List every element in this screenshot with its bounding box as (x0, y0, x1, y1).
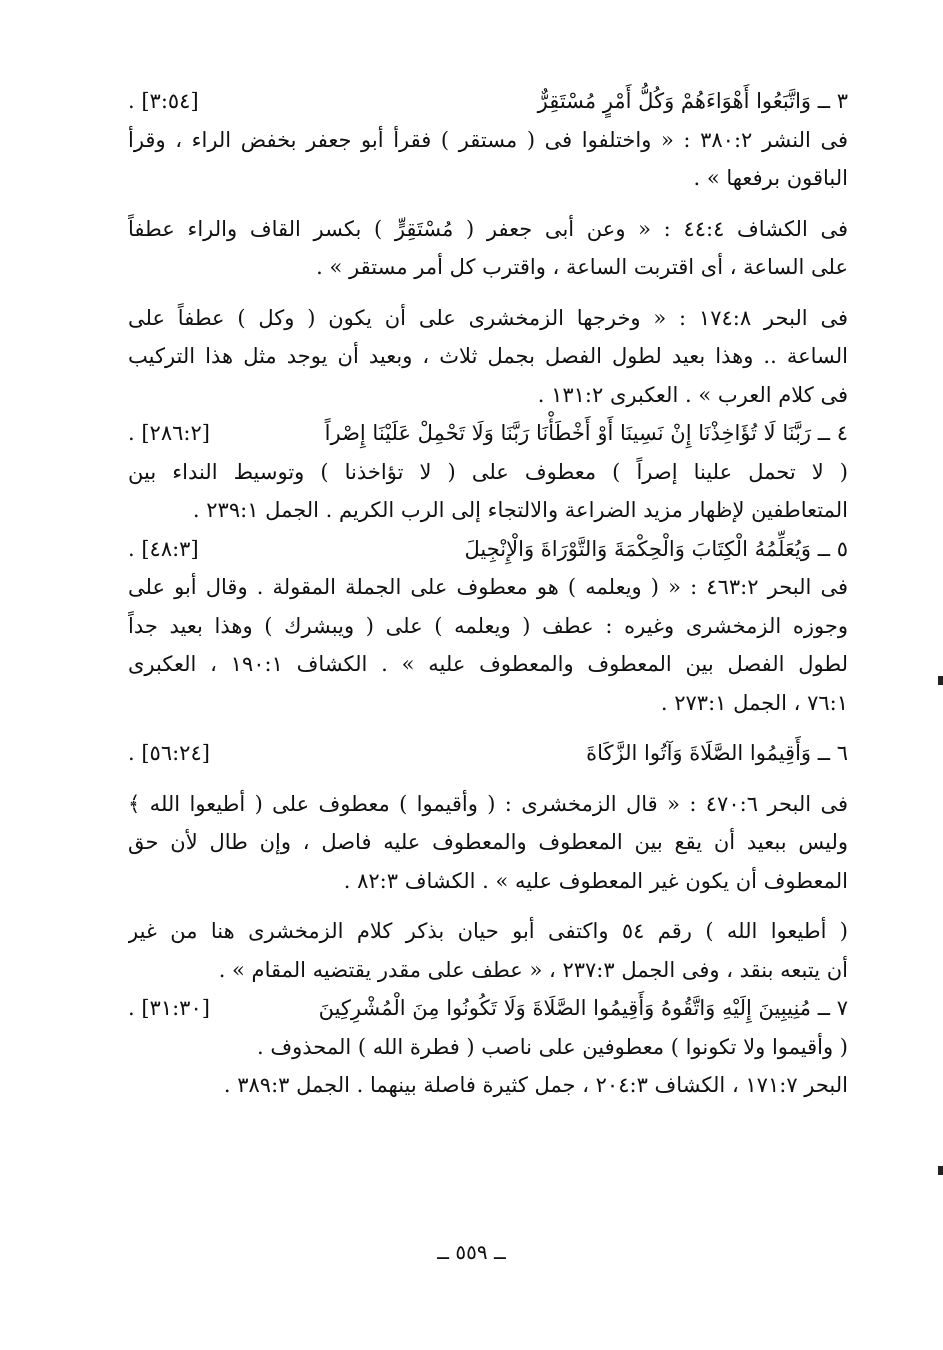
commentary-paragraph (128, 121, 848, 198)
commentary-paragraph (128, 785, 848, 901)
text-line: ( أطيعوا الله ) رقم ٥٤ واكتفى أبو حيان بذكر كلام الزمخشرى هنا من غير (128, 919, 848, 943)
text-line: وليس ببعيد أن يقع بين المعطوف والمعطوف عليه فاصل ، وإن طال لأن حق (128, 830, 848, 854)
verse-text: ٧ ــ مُنِيبِينَ إِلَيْهِ وَاتَّقُوهُ وَأَقِيمُوا الصَّلَاةَ وَلَا تَكُونُوا مِنَ الْمُشْرِكِينَ (318, 996, 848, 1020)
text-line: فى البحر ٤٦٣:٢ : « ( ويعلمه ) هو معطوف على الجملة المقولة . وقال أبو على (128, 575, 848, 599)
verse-reference: [٤٨:٣] . (128, 536, 199, 561)
verse-5 (128, 530, 848, 569)
text-line: أن يتبعه بنقد ، وفى الجمل ٢٣٧:٣ ، « عطف على مقدر يقتضيه المقام » . (218, 957, 848, 982)
verse-reference: [٢٨٦:٢] . (128, 421, 210, 445)
commentary-paragraph (128, 1028, 848, 1105)
verse-3 (128, 82, 848, 121)
text-line: البحر ١٧١:٧ ، الكشاف ٢٠٤:٣ ، جمل كثيرة فاصلة بينهما . الجمل ٣٨٩:٣ . (223, 1073, 848, 1097)
verse-reference: [٣١:٣٠] . (128, 996, 210, 1020)
verse-text: ٣ ــ وَاتَّبَعُوا أَهْوَاءَهُمْ وَكُلُّ أَمْرٍ مُسْتَقِرٌّ (537, 89, 848, 113)
text-line: ( وأقيموا ولا تكونوا ) معطوفين على ناصب ( فطرة الله ) المحذوف . (257, 1034, 848, 1059)
page-body (128, 82, 848, 1105)
text-line: الباقون برفعها » . (693, 166, 848, 190)
text-line: فى النشر ٣٨٠:٢ : « واختلفوا فى ( مستقر ) فقرأ أبو جعفر بخفض الراء ، وقرأ (128, 127, 848, 152)
commentary-paragraph (128, 453, 848, 530)
text-line: لطول الفصل بين المعطوف والمعطوف عليه » . الكشاف ١٩٠:١ ، العكبرى (128, 652, 848, 676)
text-line: ( لا تحمل علينا إصراً ) معطوف على ( لا تؤاخذنا ) وتوسيط النداء بين (128, 459, 848, 484)
commentary-paragraph (128, 210, 848, 287)
page-number: ــ ٥٥٩ ــ (437, 1240, 506, 1264)
verse-reference: [٣:٥٤] . (128, 89, 199, 113)
commentary-paragraph (128, 568, 848, 722)
scan-edge-mark (938, 1166, 943, 1175)
text-line: فى البحر ١٧٤:٨ : « وخرجها الزمخشرى على أن يكون ( وكل ) عطفاً على (128, 305, 848, 330)
commentary-paragraph (128, 912, 848, 989)
verse-6 (128, 734, 848, 773)
verse-text: ٤ ــ رَبَّنَا لَا تُؤَاخِذْنَا إِنْ نَسِينَا أَوْ أَخْطَأْنَا رَبَّنَا وَلَا تَحْمِلْ عَلَيْنَا إِصْراً (324, 421, 848, 445)
commentary-paragraph (128, 299, 848, 415)
text-line: فى الكشاف ٤٤:٤ : « وعن أبى جعفر ( مُسْتَقِرٍّ ) بكسر القاف والراء عطفاً (128, 216, 848, 241)
text-line: وجوزه الزمخشرى وغيره : عطف ( ويعلمه ) على ( ويبشرك ) وهذا بعيد جداً (128, 613, 848, 638)
text-line: على الساعة ، أى اقتربت الساعة ، واقترب كل أمر مستقر » . (316, 255, 848, 279)
text-line: فى كلام العرب » . العكبرى ١٣١:٢ . (537, 382, 848, 407)
text-line: المتعاطفين لإظهار مزيد الضراعة والالتجاء إلى الرب الكريم . الجمل ٢٣٩:١ . (192, 498, 848, 522)
text-line: ٧٦:١ ، الجمل ٢٧٣:١ . (660, 690, 848, 715)
verse-7 (128, 989, 848, 1028)
text-line: الساعة .. وهذا بعيد لطول الفصل بجمل ثلاث ، وبعيد أن يوجد مثل هذا التركيب (128, 344, 848, 368)
verse-4 (128, 414, 848, 453)
verse-text: ٥ ــ وَيُعَلِّمُهُ الْكِتَابَ وَالْحِكْمَةَ وَالتَّوْرَاةَ وَالْإِنْجِيلَ (464, 536, 848, 561)
scan-edge-mark (938, 676, 943, 685)
verse-reference: [٥٦:٢٤] . (128, 741, 210, 765)
text-line: المعطوف أن يكون غير المعطوف عليه » . الكشاف ٨٢:٣ . (343, 868, 848, 893)
text-line: فى البحر ٤٧٠:٦ : « قال الزمخشرى : ( وأقيموا ) معطوف على ( أطيعوا الله ﴾ (128, 791, 848, 816)
verse-text: ٦ ــ وَأَقِيمُوا الصَّلَاةَ وَآتُوا الزَّكَاةَ (586, 741, 848, 765)
